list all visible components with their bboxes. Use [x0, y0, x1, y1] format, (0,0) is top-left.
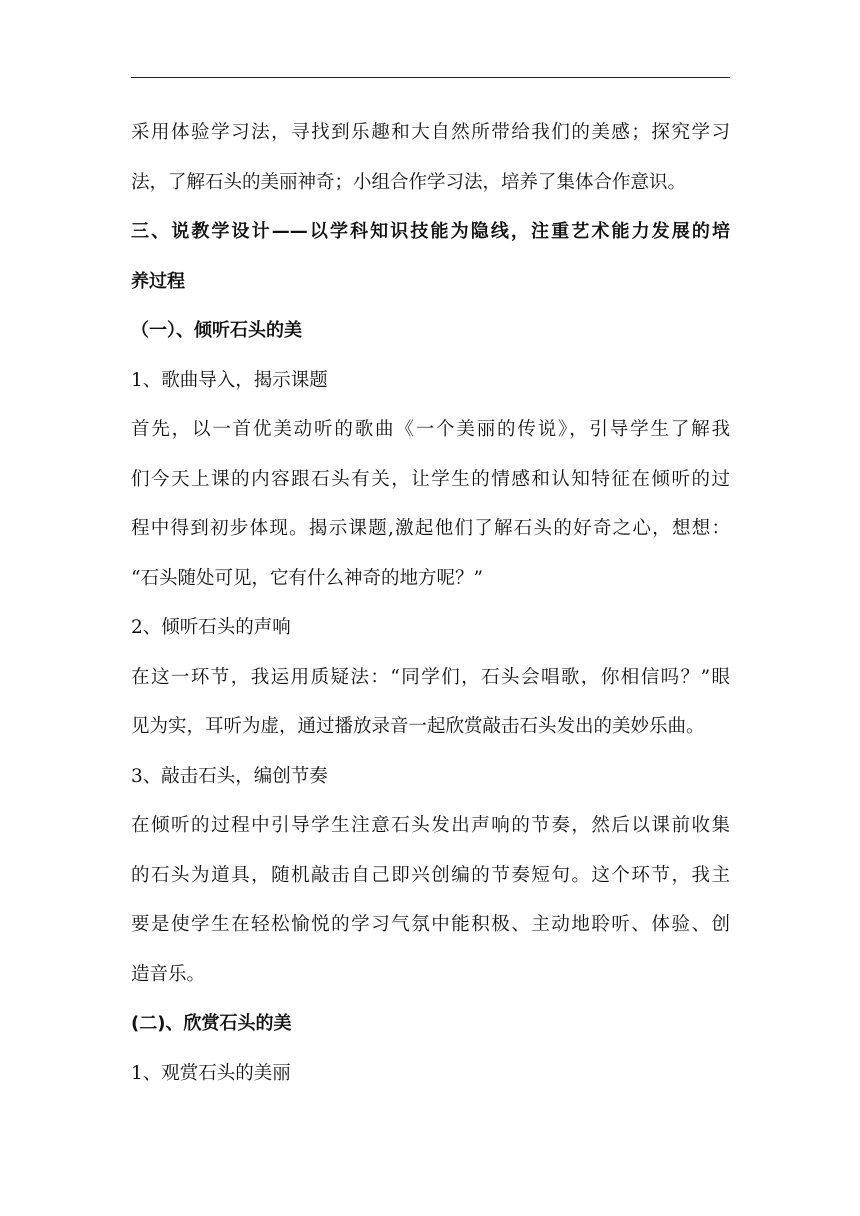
section-heading: 养过程	[131, 270, 185, 292]
paragraph-line: 在倾听的过程中引导学生注意石头发出声响的节奏，然后以课前收集	[131, 815, 730, 836]
item-heading: 3、敲击石头，编创节奏	[131, 765, 328, 787]
paragraph-line: 法，了解石头的美丽神奇；小组合作学习法，培养了集体合作意识。	[131, 171, 687, 193]
item-heading: 2、倾听石头的声响	[131, 617, 291, 638]
paragraph-line: “石头随处可见，它有什么神奇的地方呢？”	[131, 567, 483, 589]
item-heading: 1、观赏石头的美丽	[131, 1062, 291, 1084]
header-rule	[131, 77, 730, 78]
paragraph-line: 采用体验学习法，寻找到乐趣和大自然所带给我们的美感；探究学习	[131, 122, 730, 143]
paragraph-line: 见为实，耳听为虚，通过播放录音一起欣赏敲击石头发出的美妙乐曲。	[131, 716, 705, 737]
document-body	[131, 108, 730, 1098]
subsection-heading: （一）、倾听石头的美	[131, 320, 302, 341]
paragraph-line: 首先，以一首优美动听的歌曲《一个美丽的传说》，引导学生了解我	[131, 419, 730, 440]
paragraph-line: 造音乐。	[131, 963, 206, 985]
paragraph-line: 程中得到初步体现。揭示课题,激起他们了解石头的好奇之心，想想：	[131, 518, 730, 539]
paragraph-line: 们今天上课的内容跟石头有关，让学生的情感和认知特征在倾听的过	[131, 468, 730, 490]
paragraph-line: 的石头为道具，随机敲击自己即兴创编的节奏短句。这个环节，我主	[131, 864, 730, 886]
paragraph-line: 在这一环节，我运用质疑法：“同学们，石头会唱歌，你相信吗？”眼	[131, 666, 730, 688]
paragraph-line: 要是使学生在轻松愉悦的学习气氛中能积极、主动地聆听、体验、创	[131, 914, 730, 935]
item-heading: 1、歌曲导入，揭示课题	[131, 369, 328, 391]
subsection-heading: (二)、欣赏石头的美	[131, 1013, 292, 1034]
section-heading: 三、说教学设计——以学科知识技能为隐线，注重艺术能力发展的培	[131, 221, 730, 242]
